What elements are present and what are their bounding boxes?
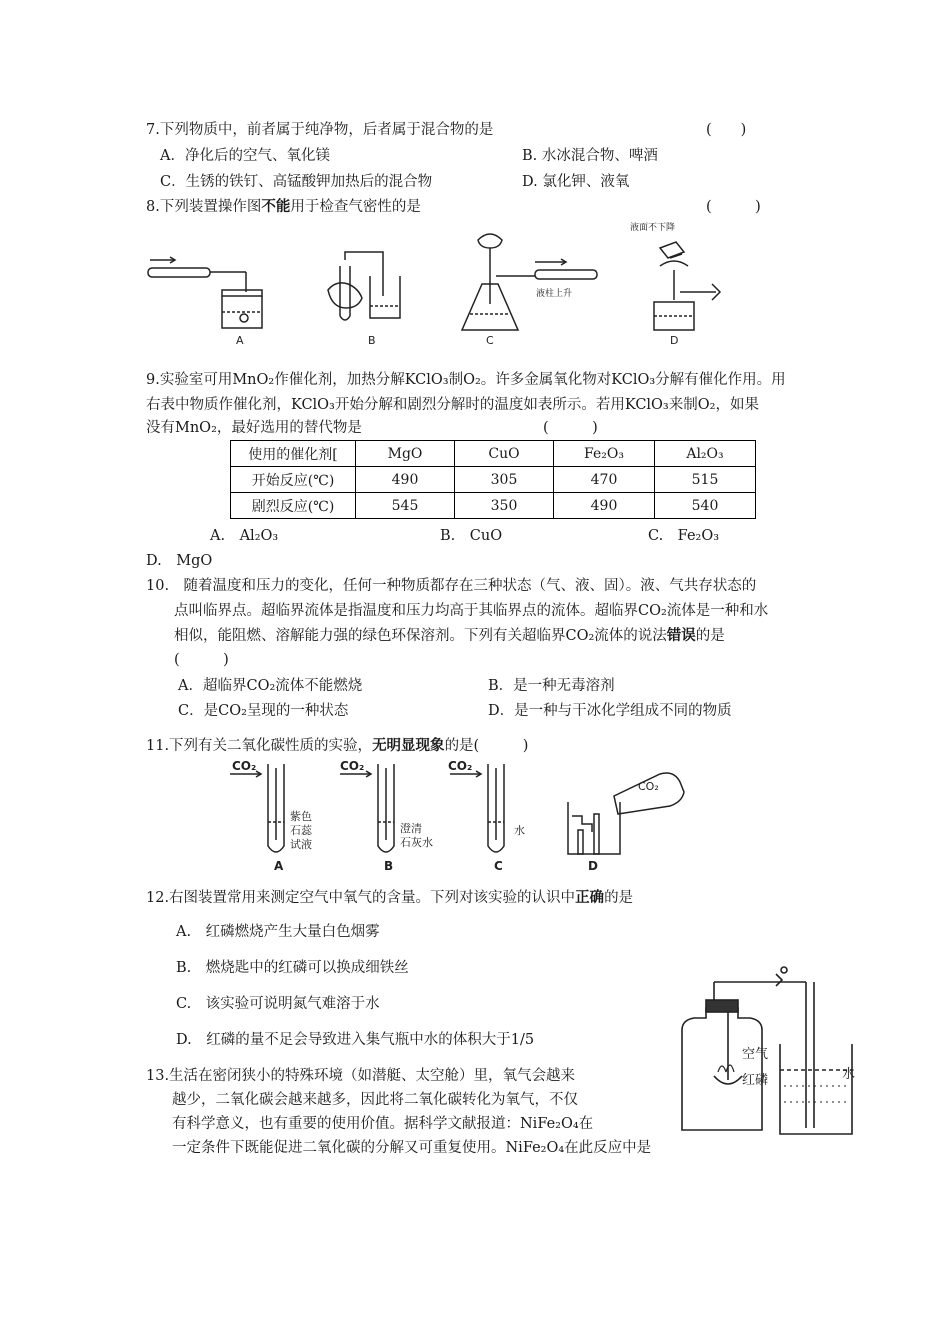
q11-gas-b: CO₂ — [340, 759, 365, 773]
q8-fig-c: C — [486, 334, 494, 347]
q7-bracket: ( ) — [706, 122, 747, 138]
q9-option-d: D. MgO — [146, 553, 213, 569]
q7-option-b: B. 水冰混合物、啤酒 — [522, 148, 658, 164]
q10-option-d: D．是一种与干冰化学组成不同的物质 — [488, 703, 732, 719]
q11-label-c: 水 — [514, 824, 525, 837]
table-cell: MgO — [356, 441, 455, 467]
q10-option-a: A．超临界CO₂流体不能燃烧 — [178, 678, 363, 694]
q13-line3: 有科学意义，也有重要的使用价值。据科学文献报道：NiFe₂O₄在 — [172, 1116, 594, 1132]
q7-option-d: D. 氯化钾、液氧 — [522, 174, 630, 190]
q9-option-a: A. Al₂O₃ — [210, 528, 279, 544]
q11-gas-a: CO₂ — [232, 759, 257, 773]
table-cell: Al₂O₃ — [655, 441, 756, 467]
q12-apparatus — [662, 960, 874, 1140]
q12-fig-phosphorus: 红磷 — [742, 1073, 769, 1088]
q11-gas-d: CO₂ — [638, 780, 659, 793]
q8-fig-b: B — [368, 334, 376, 347]
table-cell: CuO — [455, 441, 554, 467]
table-cell: Fe₂O₃ — [554, 441, 655, 467]
q11-fig-c: C — [494, 859, 503, 873]
table-row — [231, 441, 756, 467]
q7-option-c: C．生锈的铁钉、高锰酸钾加热后的混合物 — [160, 174, 433, 190]
q8-label-d-text: 液面不下降 — [630, 223, 676, 233]
q7-stem: 7.下列物质中，前者属于纯净物，后者属于混合物的是 — [146, 122, 494, 138]
q10-bracket: ( ) — [174, 652, 229, 668]
q12-fig-air: 空气 — [742, 1047, 769, 1062]
q12-option-a: A. 红磷燃烧产生大量白色烟雾 — [176, 924, 380, 940]
q9-line3: 没有MnO₂，最好选用的替代物是 — [146, 420, 362, 436]
q12-option-b: B. 燃烧匙中的红磷可以换成细铁丝 — [176, 960, 409, 976]
table-cell: 剧烈反应(℃) — [231, 493, 356, 519]
q9-line1: 9.实验室可用MnO₂作催化剂，加热分解KClO₃制O₂。许多金属氧化物对KClO₃分解有催化作用。用 — [146, 372, 786, 388]
q11-label-b1: 澄清 — [400, 822, 422, 835]
q8-label-c: 液柱上升 — [536, 289, 573, 299]
table-cell: 540 — [655, 493, 756, 519]
table-row — [231, 493, 756, 519]
q10-option-c: C．是CO₂呈现的一种状态 — [178, 703, 349, 719]
table-cell: 开始反应(℃) — [231, 467, 356, 493]
q8-fig-d: D — [670, 334, 679, 347]
q12-option-c: C. 该实验可说明氮气难溶于水 — [176, 996, 380, 1012]
q10-line2: 点叫临界点。超临界流体是指温度和压力均高于其临界点的流体。超临界CO₂流体是一种和水 — [174, 603, 769, 619]
q10-option-b: B．是一种无毒溶剂 — [488, 678, 615, 694]
table-cell: 490 — [356, 467, 455, 493]
q9-option-b: B. CuO — [440, 528, 503, 544]
q11-fig-a: A — [274, 859, 284, 873]
q11-label-b2: 石灰水 — [400, 836, 433, 849]
q8-bracket: ( ) — [706, 199, 761, 215]
q11-gas-c: CO₂ — [448, 759, 473, 773]
q9-bracket: ( ) — [543, 420, 598, 436]
table-row — [231, 467, 756, 493]
q11-stem: 11.下列有关二氧化碳性质的实验，无明显现象的是( ) — [146, 737, 529, 754]
q8-fig-a: A — [236, 334, 244, 347]
q9-line2: 右表中物质作催化剂，KClO₃开始分解和剧烈分解时的温度如表所示。若用KClO₃来制O₂，如果 — [146, 397, 759, 413]
table-cell: 使用的催化剂[ — [231, 441, 356, 467]
q12-option-d: D. 红磷的量不足会导致进入集气瓶中水的体积大于1/5 — [176, 1032, 535, 1048]
table-cell: 305 — [455, 467, 554, 493]
q11-label-a2: 石蕊 — [290, 824, 312, 837]
table-cell: 490 — [554, 493, 655, 519]
table-cell: 470 — [554, 467, 655, 493]
q8-figures — [140, 218, 800, 350]
table-cell: 515 — [655, 467, 756, 493]
catalyst-table — [230, 440, 756, 519]
table-cell: 545 — [356, 493, 455, 519]
q13-line4: 一定条件下既能促进二氧化碳的分解又可重复使用。NiFe₂O₄在此反应中是 — [172, 1140, 652, 1156]
q7-option-a: A．净化后的空气、氧化镁 — [160, 148, 330, 164]
q11-fig-d: D — [588, 859, 598, 873]
q13-line2: 越少，二氧化碳会越来越多，因此将二氧化碳转化为氧气，不仅 — [172, 1092, 578, 1108]
q11-label-a3: 试液 — [290, 838, 312, 851]
q10-line3: 相似，能阻燃、溶解能力强的绿色环保溶剂。下列有关超临界CO₂流体的说法错误的是 — [174, 627, 725, 644]
q9-option-c: C. Fe₂O₃ — [648, 528, 720, 544]
q11-label-a1: 紫色 — [290, 810, 312, 823]
q11-figures — [222, 756, 712, 876]
q13-line1: 13.生活在密闭狭小的特殊环境（如潜艇、太空舱）里，氧气会越来 — [146, 1068, 576, 1084]
q11-fig-b: B — [384, 859, 394, 873]
q10-line1: 10. 随着温度和压力的变化，任何一种物质都存在三种状态（气、液、固）。液、气共存状态的 — [146, 578, 757, 594]
q12-stem: 12.右图装置常用来测定空气中氧气的含量。下列对该实验的认识中正确的是 — [146, 889, 634, 906]
q8-stem: 8.下列装置操作图不能用于检查气密性的是 — [146, 198, 421, 215]
q12-fig-water: 水 — [842, 1067, 856, 1082]
table-cell: 350 — [455, 493, 554, 519]
